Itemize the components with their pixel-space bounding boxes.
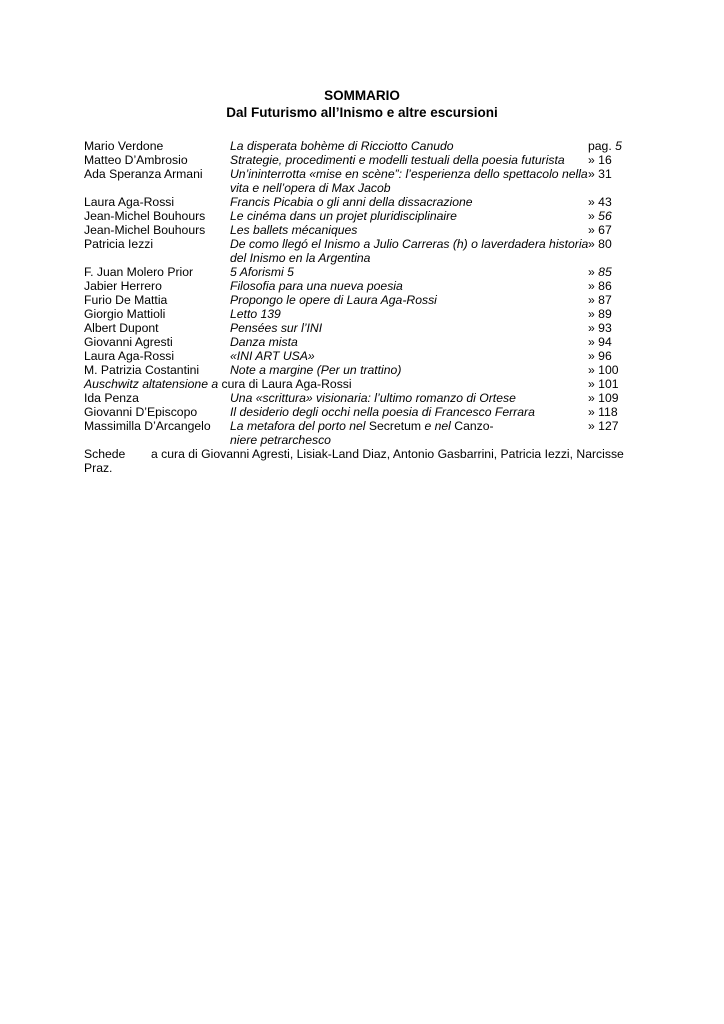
- entry-title: Letto 139: [230, 307, 281, 321]
- entry-title: Le cinéma dans un projet pluridisciplinaire: [230, 209, 457, 223]
- entry-title: 5 Aforismi 5: [230, 265, 294, 279]
- entry-title: Francis Picabia o gli anni della dissacrazione: [230, 195, 473, 209]
- toc-entry: [84, 293, 624, 307]
- schede-credits: [84, 447, 624, 475]
- entry-page: » 16: [588, 153, 612, 167]
- toc-entry: [84, 391, 624, 405]
- entry-page: » 94: [588, 335, 612, 349]
- entry-page: » 43: [588, 195, 612, 209]
- schede-label: Schede: [84, 447, 126, 461]
- toc-entry-special: [84, 377, 624, 391]
- entry-author: Laura Aga-Rossi: [84, 349, 175, 363]
- entry-title: De como llegó el Inismo a Julio Carreras (h) o laverdadera historia del Inismo en la Argentina: [230, 237, 589, 265]
- toc-entry: [84, 265, 624, 279]
- document-subtitle: Dal Futurismo all’Inismo e altre escursioni: [226, 105, 498, 120]
- toc-entry: [84, 363, 624, 377]
- entry-page: » 109: [588, 391, 619, 405]
- toc-entry: [84, 349, 624, 363]
- entry-author: Jean-Michel Bouhours: [84, 223, 206, 237]
- entry-author: Jean-Michel Bouhours: [84, 209, 206, 223]
- toc-entry: [84, 405, 624, 419]
- toc-entry: [84, 195, 624, 209]
- entry-page: » 127: [588, 419, 619, 433]
- entry-author: Patricia Iezzi: [84, 237, 154, 251]
- entry-page: » 89: [588, 307, 612, 321]
- entry-author: Giovanni Agresti: [84, 335, 173, 349]
- entry-page: » 31: [588, 167, 612, 181]
- entry-author: M. Patrizia Costantini: [84, 363, 200, 377]
- toc-entry: [84, 321, 624, 335]
- entry-author: Mario Verdone: [84, 139, 164, 153]
- schede-text: a cura di Giovanni Agresti, Lisiak-Land Diaz, Antonio Gasbarrini, Patricia Iezzi, Narcisse Praz.: [84, 447, 624, 475]
- entry-title: Pensées sur l’INI: [230, 321, 323, 335]
- entry-page: » 96: [588, 349, 612, 363]
- entry-page: » 101: [588, 377, 619, 391]
- entry-author: Laura Aga-Rossi: [84, 195, 175, 209]
- entry-title: La metafora del porto nel Secretum e nel Canzo- niere petrarchesco: [230, 419, 494, 447]
- toc-entry: [84, 307, 624, 321]
- entry-title: Una «scrittura» visionaria: l’ultimo romanzo di Ortese: [230, 391, 516, 405]
- entry-page: » 85: [588, 265, 612, 279]
- toc-entry: [84, 139, 624, 153]
- toc-entry: [84, 419, 624, 447]
- toc-entry: [84, 153, 624, 167]
- entry-page: » 93: [588, 321, 612, 335]
- toc-entry: [84, 209, 624, 223]
- entry-author: Giovanni D’Episcopo: [84, 405, 198, 419]
- toc-entry: [84, 279, 624, 293]
- toc-entry: [84, 335, 624, 349]
- entry-author: Jabier Herrero: [84, 279, 162, 293]
- toc-entry: [84, 223, 624, 237]
- entry-title: Note a margine (Per un trattino): [230, 363, 402, 377]
- entry-title: «INI ART USA»: [230, 349, 315, 363]
- entry-page: » 87: [588, 293, 612, 307]
- table-of-contents: [84, 139, 624, 475]
- entry-page: » 67: [588, 223, 612, 237]
- entry-author: Ada Speranza Armani: [84, 167, 203, 181]
- entry-author: F. Juan Molero Prior: [84, 265, 194, 279]
- entry-author: Matteo D’Ambrosio: [84, 153, 188, 167]
- toc-entry: [84, 237, 624, 265]
- entry-title: La disperata bohème di Ricciotto Canudo: [230, 139, 454, 153]
- entry-title: Un’ininterrotta «mise en scène”: l’esperienza dello spettacolo nella vita e nell’opera di Max Jacob: [230, 167, 588, 195]
- entry-author: Furio De Mattia: [84, 293, 168, 307]
- entry-title: Filosofia para una nueva poesia: [230, 279, 403, 293]
- entry-page: » 100: [588, 363, 619, 377]
- entry-title: Strategie, procedimenti e modelli testuali della poesia futurista: [230, 153, 565, 167]
- entry-page: » 56: [588, 209, 612, 223]
- entry-page: pag. 5: [588, 139, 622, 153]
- entry-title: Propongo le opere di Laura Aga-Rossi: [230, 293, 437, 307]
- entry-page: » 80: [588, 237, 612, 251]
- document-title: SOMMARIO: [324, 88, 400, 103]
- entry-author: Albert Dupont: [84, 321, 159, 335]
- entry-author: Giorgio Mattioli: [84, 307, 166, 321]
- entry-title: Auschwitz altatensione a cura di Laura Aga-Rossi: [84, 377, 352, 391]
- entry-title: Les ballets mécaniques: [230, 223, 358, 237]
- toc-entry: [84, 167, 624, 195]
- entry-author: Ida Penza: [84, 391, 139, 405]
- entry-page: » 118: [588, 405, 618, 419]
- entry-title: Il desiderio degli occhi nella poesia di Francesco Ferrara: [230, 405, 535, 419]
- entry-title: Danza mista: [230, 335, 298, 349]
- entry-author: Massimilla D’Arcangelo: [84, 419, 211, 433]
- entry-page: » 86: [588, 279, 612, 293]
